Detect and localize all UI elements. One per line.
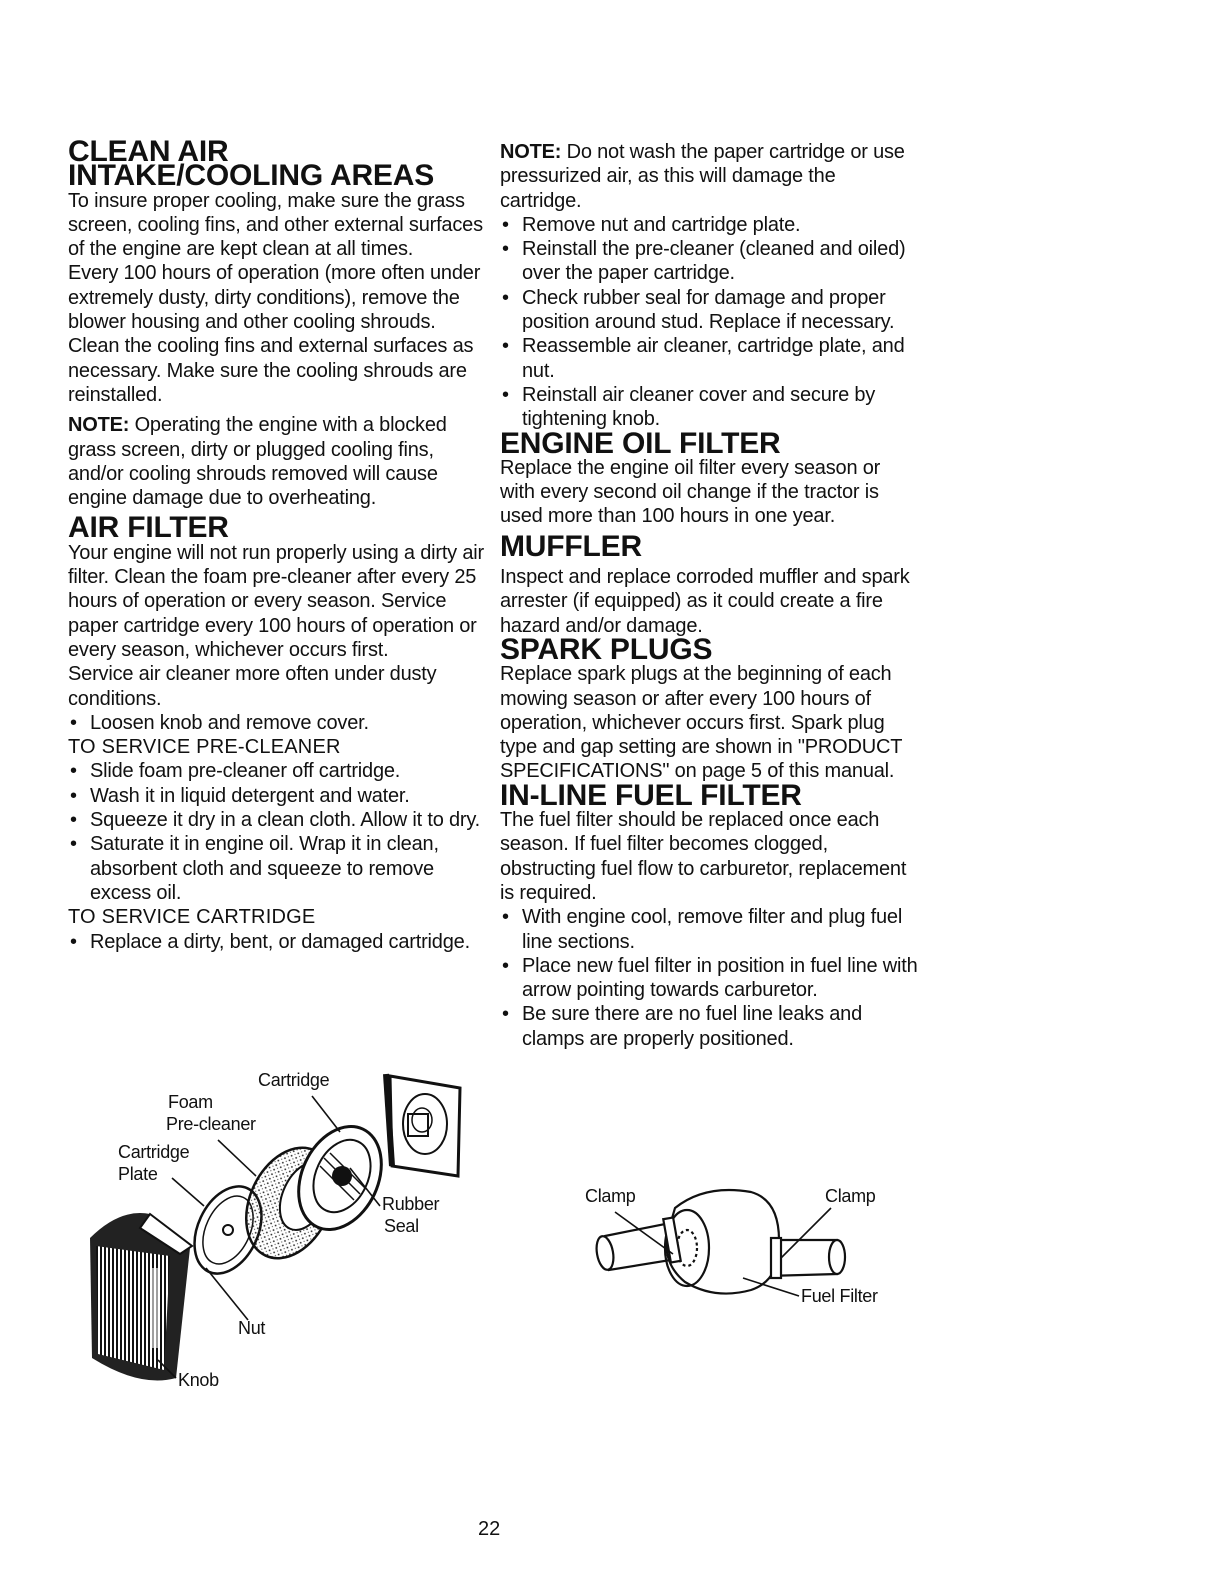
right-clamp	[771, 1238, 781, 1278]
air-filter-paragraph-2: Service air cleaner more often under dusty conditions.	[68, 663, 437, 710]
spark-plugs-text: Replace spark plugs at the beginning of each mowing season or after every 100 hours of operation, whichever occurs first. Spark plug type and gap setting are shown in "PRODUCT SPECIFICATIONS" on page 5 of this manual.	[500, 663, 902, 783]
list-item: • With engine cool, remove filter and plug fuel line sections.	[500, 905, 920, 954]
list-item: • Reassemble air cleaner, cartridge plate, and nut.	[500, 334, 920, 383]
clean-air-paragraph-2: Every 100 hours of operation (more often under extremely dusty, dirty conditions), remove the blower housing and other cooling shrouds. Clean the cooling fins and external surfaces as necessary. Make sure the cooling shrouds are reinstalled.	[68, 262, 481, 406]
knob-label: Knob	[178, 1370, 219, 1390]
fuel-filter-body	[666, 1190, 779, 1294]
clamp-right-label: Clamp	[825, 1186, 876, 1206]
backplate	[386, 1074, 460, 1176]
list-item: • Loosen knob and remove cover.	[68, 711, 488, 735]
note-label: NOTE:	[500, 141, 562, 163]
clean-air-paragraph-1: To insure proper cooling, make sure the grass screen, cooling fins, and other external surfaces of the engine are kept clean at all times.	[68, 189, 483, 261]
clamp-left-label: Clamp	[585, 1186, 636, 1206]
precleaner-list	[68, 759, 488, 905]
fuel-filter-diagram	[575, 1178, 905, 1318]
list-item: • Replace a dirty, bent, or damaged cartridge.	[68, 930, 488, 954]
air-filter-diagram	[80, 1058, 480, 1398]
list-item: • Wash it in liquid detergent and water.	[68, 784, 488, 808]
spark-plugs-heading: SPARK PLUGS	[500, 632, 713, 666]
muffler-heading: MUFFLER	[500, 529, 642, 563]
cartridge-label: Cartridge	[258, 1070, 330, 1090]
note-text: Operating the engine with a blocked grass screen, dirty or plugged cooling fins, and/or cooling shrouds removed will cause engine damage due to overheating.	[68, 414, 447, 510]
list-item: • Squeeze it dry in a clean cloth. Allow it to dry.	[68, 808, 488, 832]
nut-label: Nut	[238, 1318, 266, 1338]
fuel-line-end-icon	[829, 1240, 845, 1274]
foam-label: Foam	[168, 1092, 213, 1112]
engine-oil-filter-text: Replace the engine oil filter every season or with every second oil change if the tractor is used more than 100 hours in one year.	[500, 456, 881, 528]
list-item: • Check rubber seal for damage and proper position around stud. Replace if necessary.	[500, 286, 920, 335]
cooling-note	[68, 413, 488, 510]
fuel-filter-heading: IN-LINE FUEL FILTER	[500, 778, 802, 812]
cartridge-note	[500, 140, 920, 213]
fuel-filter-label: Fuel Filter	[801, 1286, 878, 1306]
air-cleaner-cover	[90, 1213, 192, 1381]
air-filter-paragraph-1: Your engine will not run properly using a dirty air filter. Clean the foam pre-cleaner after every 25 hours of operation or every season. Service paper cartridge every 100 hours of operation or every season, whichever occurs first.	[68, 541, 484, 661]
precleaner-subheading: TO SERVICE PRE-CLEANER	[68, 736, 341, 759]
list-item: • Be sure there are no fuel line leaks and clamps are properly positioned.	[500, 1002, 920, 1051]
air-cleaner-list	[68, 711, 488, 735]
list-item: • Place new fuel filter in position in fuel line with arrow pointing towards carburetor.	[500, 954, 920, 1003]
list-item: • Reinstall air cleaner cover and secure by tightening knob.	[500, 383, 920, 432]
note-label: NOTE:	[68, 414, 130, 437]
muffler-text: Inspect and replace corroded muffler and spark arrester (if equipped) as it could create a fire hazard and/or damage.	[500, 566, 910, 637]
precleaner-label: Pre-cleaner	[166, 1114, 256, 1134]
page-number: 22	[478, 1518, 501, 1540]
list-item: • Reinstall the pre-cleaner (cleaned and oiled) over the paper cartridge.	[500, 237, 920, 286]
rubber-label: Rubber	[382, 1194, 440, 1214]
clean-air-heading: CLEAN AIR INTAKE/COOLING AREAS	[68, 135, 435, 193]
list-item: • Slide foam pre-cleaner off cartridge.	[68, 759, 488, 783]
note-text: Do not wash the paper cartridge or use pressurized air, as this will damage the cartridge.	[500, 141, 905, 212]
engine-oil-filter-heading: ENGINE OIL FILTER	[500, 426, 781, 460]
reassembly-list	[500, 213, 920, 432]
cartridge-list	[68, 930, 488, 954]
fuel-filter-list	[500, 905, 920, 1051]
right-column	[500, 140, 920, 1051]
left-column	[68, 135, 488, 954]
cartridge-plate-label-line1: Cartridge	[118, 1142, 190, 1162]
cartridge-subheading: TO SERVICE CARTRIDGE	[68, 906, 316, 929]
air-filter-illustration	[80, 1058, 480, 1398]
air-filter-heading: AIR FILTER	[68, 511, 229, 545]
fuel-filter-text: The fuel filter should be replaced once each season. If fuel filter becomes clogged, obstructing fuel flow to carburetor, replacement is required.	[500, 809, 907, 904]
list-item: • Saturate it in engine oil. Wrap it in clean, absorbent cloth and squeeze to remove excess oil.	[68, 832, 488, 905]
cartridge-plate-label-line2: Plate	[118, 1164, 158, 1184]
seal-label: Seal	[384, 1216, 419, 1236]
list-item: • Remove nut and cartridge plate.	[500, 213, 920, 237]
